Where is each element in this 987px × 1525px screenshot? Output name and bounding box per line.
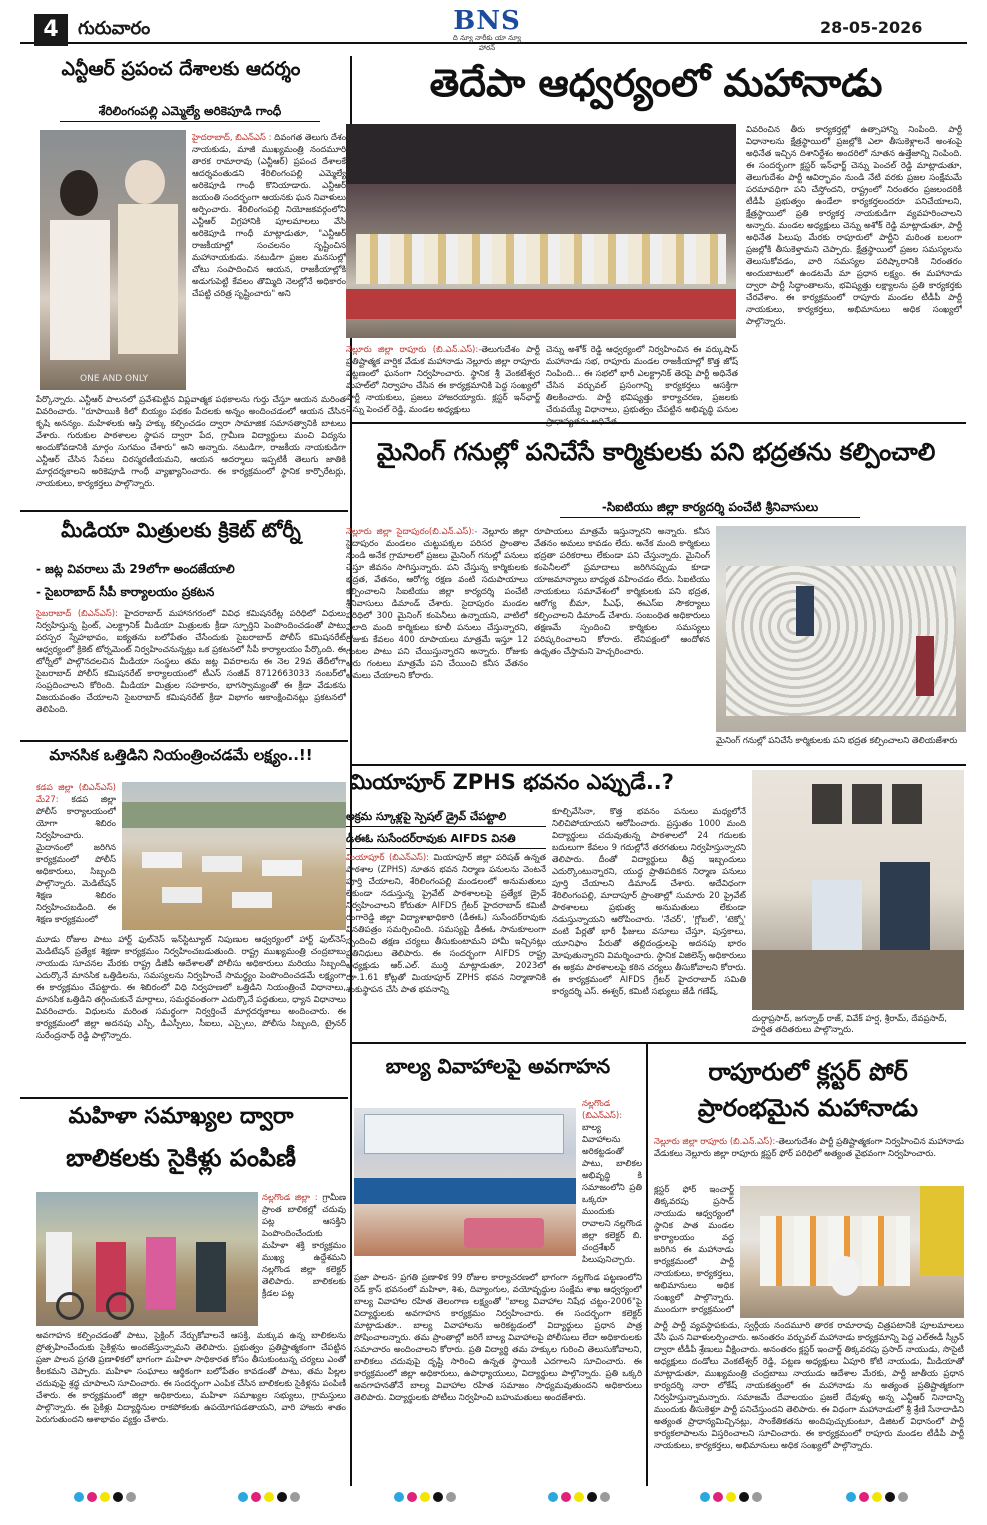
cricket-headline: మీడియా మిత్రులకు క్రికెట్ టోర్నీ (61, 518, 301, 542)
cluster-body: పార్టీ పార్టీ వ్యవస్థాపకుడు, స్వర్గీయ నందమూరి తారక రామారావు చిత్రపటానికి పూలమాలలు వేసి ఘన నివాళులర్పించారు. అనంతరం వర్చువల్ మహానాడు కార్యక్రమాన్ని పెద్ద ఎల్ఈడీ స్క్రీన్ ద్వారా టీడీపీ శ్రేణులు వీక్షించారు. అనంతరం క్లస్టర్ ఇంచార్జ్ తిక్కవరపు ప్రసాద్ నాయుడు, సొసైటీ అధ్యక్షులు దండోలు వెంకటేశ్వర్ రెడ్డి, పట్టణ అధ్యక్షులు ఏపూరి కోటి నాయుడు, మీడియాతో మాట్లాడుతూ, ముఖ్యమంత్రి చంద్రబాబు నాయుడు ఆదేశాల మేరకు, పార్టీ జాతీయ ప్రధాన కార్యదర్శి నారా లోకేష్ నాయకత్వంలో ఈ మహానాడు ను అత్యంత ప్రతిష్టాత్మకంగా నిర్వహిస్తున్నామన్నారు. సమాజమే దేవాలయం ప్రజలే దేవుళ్ళు అన్న ఎన్టీఆర్ నినాదాన్ని ముందుకు తీసుకెళ్తూ పార్టీ పనిచేస్తుందని తెలిపారు. ఈ విధంగా మహానాడులో శ్రీ శ్రేణి సేనాదాడిని అత్యంత ప్రాధాన్యమిచ్చినట్లు, సాంకేతికతను అందిపుచ్చుకుంటూ, డిజిటల్ విధానంలో పార్టీ కార్యకలాపాలను విస్తరించాలని సూచించారు. ఈ కార్యక్రమంలో రాపూరు మండల టీడీపీ పార్టీ నాయకులు, కార్యకర్తలు, అభిమానులు అధిక సంఖ్యలో పాల్గొన్నారు. (654, 1321, 964, 1451)
zphs-col2: కూల్చివేసినా, కొత్త భవనం పనులు మధ్యలోనే నిలిచిపోయాయని ఆరోపించారు. ప్రస్తుతం 1000 మంది విద్యార్థులు చదువుతున్న పాఠశాలలో 24 గదులకు బదులుగా కేవలం 9 గదుల్లోనే తరగతులు నిర్వహిస్తున్నారని తెలిపారు. దీంతో విద్యార్థులు తీవ్ర ఇబ్బందులు ఎదుర్కొంటున్నారని, యుద్ధ ప్రాతిపదికన నిర్మాణ పనులు పూర్తి చేయాలని డిమాండ్ చేశారు. అదేవిధంగా శేరిలింగంపల్లి, మాదాపూర్ ప్రాంతాల్లో సుమారు 20 ప్రైవేట్ పాఠశాలలు ప్రభుత్వ అనుమతులు లేకుండా నడుస్తున్నాయని ఆరోపించారు. 'నేచర్', 'గ్లోబల్', 'టెక్నో' వంటి పేర్లతో భారీ ఫీజులు వసూలు చేస్తూ, పుస్తకాలు, యూనిఫాం పేరుతో తల్లిదండ్రులపై అదనపు భారం మోపుతున్నారని విమర్శించారు. స్థానిక విజిలెన్స్ అధికారులు ఈ అక్రమ పాఠశాలలపై కఠిన చర్యలు తీసుకోవాలని కోరారు. ఈ కార్యక్రమంలో AIFDS గ్రేటర్ హైదరాబాద్ సమితి కార్యదర్శి ఎస్. ఈశ్వర్, కమిటీ సభ్యులు జేడీ గణేష్, (552, 807, 746, 997)
divider (20, 510, 348, 512)
registration-marks (74, 1492, 139, 1502)
ntr-photo (40, 130, 186, 390)
cluster-dateline: నెల్లూరు జిల్లా రాపూరు (బి.ఎన్.ఎస్):- (654, 1137, 779, 1147)
cycles-dateline: నల్లగొండ జిల్లా : (262, 1193, 318, 1203)
ntr-side-body: దివంగత తెలుగు దేశం నాయకుడు, మాజీ ముఖ్యమంత్రి నందమూరి తారక రామారావు (ఎన్టీఆర్) ప్రపంచ దేశాలకే ఆదర్శవంతుడని శేరిలింగంపల్లి ఎమ్మెల్యే అరికెపూడి గాంధీ కొనియాడారు. ఎన్టీఆర్ జయంతి సందర్భంగా ఆయనకు ఘన నివాళులు అర్పించారు. శేరిలింగంపల్లి నియోజకవర్గంలోని ఎన్టీఆర్ విగ్రహానికి పూలమాలలు వేసి అరికెపూడి గాంధీ మాట్లాడుతూ, "ఎన్టీఆర్ రాజకీయాల్లో సంచలనం సృష్టించిన మహానాయకుడు. నటుడిగా ప్రజల మనసుల్లో చోటు సంపాదించిన ఆయన, రాజకీయాల్లోకి అడుగుపెట్టి కేవలం తొమ్మిది నెలల్లోనే అధికారం చేపట్టి చరిత్ర సృష్టించారు" అని (192, 133, 346, 299)
cycles-photo (36, 1192, 258, 1326)
ntr-headline: ఎన్టీఆర్ ప్రపంచ దేశాలకు ఆదర్శం (61, 58, 301, 80)
childmarriage-dateline: నల్లగొండ (బిఎన్ఎస్): (582, 1099, 623, 1121)
divider (20, 740, 348, 742)
divider (352, 1042, 966, 1044)
mining-headline: మైనింగ్ గనుల్లో పనిచేసే కార్మికులకు పని భద్రతను కల్పించాలి (376, 438, 936, 466)
logo-text: BNS (453, 6, 521, 36)
issue-date: 28-05-2026 (820, 18, 923, 37)
mahanadu-dateline: నెల్లూరు జిల్లా రాపూరు (బి.ఎన్.ఎస్):- (346, 345, 482, 355)
registration-marks (238, 1492, 303, 1502)
childmarriage-photo (354, 1108, 576, 1256)
zphs-sub1: అక్రమ స్కూళ్లపై స్పెషల్ డ్రైవ్ చేపట్టాలి (346, 810, 546, 827)
zphs-photo (752, 770, 964, 1010)
childmarriage-side (582, 1098, 642, 1268)
childmarriage-headline: బాల్య వివాహాలపై అవగాహన (385, 1054, 611, 1078)
cluster-intro (654, 1136, 964, 1184)
ntr-dateline: హైదరాబాద్, బిఎన్ఎస్ : (192, 133, 272, 143)
cycles-headline-1: మహిళా సమాఖ్యల ద్వారా (68, 1104, 294, 1129)
registration-marks (846, 1492, 911, 1502)
bns-logo (445, 6, 529, 52)
yoga-side-text (36, 782, 116, 930)
mahanadu-col1-body: తెలుగుదేశం పార్టీ ప్రతిష్టాత్మక వార్షిక వేడుక మహానాడు నెల్లూరు జిల్లా రాపూరు పట్టణంలో ఘనంగా నిర్వహించారు. స్థానిక శ్రీ వెంకటేశ్వర మహల్‌లో నిర్వాహం చేసిన ఈ కార్యక్రమానికి పెద్ద సంఖ్యలో పార్టీ నాయకులు, ప్రజలు హాజరయ్యారు. క్లస్టర్ ఇన్‌ఛార్జ్ చెన్ను పెంచల్ రెడ్డి, మండల అధ్యక్షులు (346, 345, 540, 415)
cricket-body (36, 608, 346, 734)
cycles-headline-2: బాలికలకు సైకిళ్లు పంపిణీ (66, 1144, 296, 1172)
yoga-side-body: కడప జిల్లా పోలీస్ కార్యాలయంలో యోగా శిబిరం నిర్వహించారు. మైదానంలో జరిగిన కార్యక్రమంలో పోలీస్ అధికారులు, సిబ్బంది పాల్గొన్నారు. మెడిటేషన్ శిక్షణ శిబిరం నిర్వహించబడింది. ఈ శిక్షణ కార్యక్రమంలో (36, 795, 116, 925)
divider (352, 422, 966, 424)
ntr-subheadline: శేరిలింగంపల్లి ఎమ్మెల్యే అరికెపూడి గాంధీ (60, 104, 320, 122)
cycles-side-body: గ్రామీణ ప్రాంత బాలికల్లో చదువు పట్ల ఆసక్తిని పెంపొందించేందుకు మహిళా శక్తి కార్యక్రమం ముఖ్య ఉద్దేశమని నల్లగొండ జిల్లా కలెక్టర్ తెలిపారు. బాలికలకు క్రీడల పట్ల (262, 1193, 346, 1299)
mining-col1-body: నెల్లూరు జిల్లా సైదాపురం మండలం చుట్టుపక్కల పరిసర ప్రాంతాల నుండి అనేక గ్రామాలలో ప్రజలు మైనింగ్ గనుల్లో పనులు చేస్తూ జీవనం సాగిస్తున్నారు. పని చేస్తున్న కార్మికులకు భద్రత, వేతనం, ఆరోగ్య రక్షణ వంటి సదుపాయాలు కల్పించాలని సిఐటియు జిల్లా కార్యదర్శి పంచేటి శ్రీనివాసులు డిమాండ్ చేశారు. సైదాపురం మండల పరిధిలో 300 మైనింగ్ కంపెనీలు ఉన్నాయని, వాటిలో వేలాది మంది కార్మికులు కూలీ పనులు చేస్తున్నారని, రోజుకు కేవలం 400 రూపాయలు మాత్రమే ఇస్తూ 12 గంటల పాటు పని చేయిస్తున్నారని అన్నారు. రోజుకు ఆరు గంటలు మాత్రమే పని చేయించి కనీస వేతనం అమలు చేయాలని కోరారు. (346, 527, 528, 681)
yoga-date: మే27: (36, 795, 59, 805)
mining-photo (716, 526, 966, 732)
childmarriage-side-body: బాల్య వివాహాలను అరికట్టడంతో పాటు, బాలికల అభివృద్ధి కి సమాజంలోని ప్రతి ఒక్కరూ ముందుకు రావాలని నల్లగొండ జిల్లా కలెక్టర్ బి. చంద్రశేఖర్ పిలుపునిచ్చారు. (582, 1123, 642, 1265)
yoga-body: మూడు రోజుల పాటు హార్ట్ ఫుల్‌నెస్ ఇన్‌స్టిట్యూట్ నిపుణుల ఆధ్వర్యంలో హార్ట్ ఫుల్‌నెస్ మెడిటేషన్ ప్రత్యేక శిక్షణా కార్యక్రమం నిర్వహించబడుతుంది. రాష్ట్ర ముఖ్యమంత్రి చంద్రబాబు నాయుడు సూచనల మేరకు రాష్ట్ర డీజీపీ ఆదేశాలతో పోలీసు అధికారులు మరియు సిబ్బంది ఎదుర్కొనే మానసిక ఒత్తిడిలను, సమస్యలను నిర్వహించే సామర్థ్యం పెంపొందించడమే లక్ష్యంగా ఈ కార్యక్రమం చేపట్టారు. ఈ శిబిరంలో విధి నిర్వహణలో ఒత్తిడిని నియంత్రించే విధానాలు, మానసిక ఒత్తిడిని తగ్గించుకునే మార్గాలు, సమర్థవంతంగా ఎదుర్కొనే పద్ధతులు, ధ్యాన విధానాలు వివరించారు. విధులను మరింత సమర్థంగా నిర్వర్తించే మార్గదర్శకాలు అందించారు. ఈ కార్యక్రమంలో జిల్లా అదనపు ఎస్పీ, డీఎస్పీలు, సీఐలు, ఎస్సైలు, పోలీసు సిబ్బంది, ట్రైనర్ సురేంద్రనాథ్ రెడ్డి పాల్గొన్నారు. (36, 935, 346, 1041)
page-number: 4 (34, 14, 68, 46)
cluster-photo (740, 1186, 964, 1318)
mahanadu-col3: వివరించిన తీరు కార్యకర్తల్లో ఉత్సాహాన్ని నింపింది. పార్టీ విధానాలను క్షేత్రస్థాయిలో ప్రజల్లోకి ఎలా తీసుకెళ్లాలనే అంశంపై అధినేత ఇచ్చిన దిశానిర్దేశం అందరిలో నూతన ఉత్తేజాన్ని నింపింది. ఈ సందర్భంగా క్లస్టర్ ఇన్‌ఛార్జ్ చెన్ను పెంచల్ రెడ్డి మాట్లాడుతూ, తెలుగుదేశం పార్టీ ఆవిర్భావం నుండి నేటి వరకు ప్రజల సంక్షేమమే పరమావధిగా పని చేస్తోందని, రాష్ట్రంలో నిరంతరం ప్రజలందరికీ టీడీపీ ప్రభుత్వం ఉండేలా కార్యకర్తలందరూ పనిచేయాలని, క్షేత్రస్థాయిలో ప్రతి కార్యకర్త నాయకుడిగా వ్యవహరించాలని అన్నారు. మండల అధ్యక్షులు చెన్ను అశోక్ రెడ్డి మాట్లాడుతూ, పార్టీ అధినేత పిలుపు మేరకు రాపూరులో పార్టీని మరింత బలంగా ప్రజల్లోకి తీసుకెళ్తామని చెప్పారు. క్షేత్రస్థాయిలో ప్రజల సమస్యలను తెలుసుకోవడం, వారి సమస్యల పరిష్కారానికి నిరంతరం అందుబాటులో ఉండటమే మా ప్రధాన లక్ష్యం. ఈ మహానాడు ద్వారా పార్టీ సిద్ధాంతాలను, భవిష్యత్తు లక్ష్యాలను ప్రతి కార్యకర్తకు చేరవేశాం. ఈ కార్యక్రమంలో రాపూరు మండల టీడీపీ పార్టీ నాయకులు, కార్యకర్తలు, అభిమానులు అధిక సంఖ్యలో పాల్గొన్నారు. (746, 125, 962, 327)
mahanadu-col1 (346, 344, 540, 512)
cycles-side-text (262, 1192, 346, 1326)
cluster-side: క్లస్టర్ ఫోర్ ఇంచార్జ్ తిక్కవరపు ప్రసాద్ నాయుడు ఆధ్వర్యంలో స్థానిక పాత మండల కార్యాలయం వద్ద జరిగిన ఈ మహానాడు కార్యక్రమంలో పార్టీ నాయకులు, కార్యకర్తలు, అభిమానులు అధిక సంఖ్యలో పాల్గొన్నారు. ముందుగా కార్యక్రమంలో (654, 1185, 734, 1315)
childmarriage-body: ప్రజా పాలన- ప్రగతి ప్రణాళిక 99 రోజుల కార్యాచరణలో భాగంగా నల్లగొండ పట్టణంలోని రెడ్ క్రాస్ భవనంలో మహిళా, శిశు, దివ్యాంగుల, వయోవృద్ధుల సంక్షేమ శాఖ ఆధ్వర్యంలో బాల్య వివాహాల రహిత తెలంగాణ లక్ష్యంతో "బాల్య వివాహాల నిషేధ చట్టం-2006"పై విద్యార్థులకు అవగాహన కార్యక్రమం నిర్వహించారు. ఈ సందర్భంగా కలెక్టర్ మాట్లాడుతూ.. బాల్య వివాహాలను అరికట్టడంలో విద్యార్థులు ప్రధాన పాత్ర పోషించాలన్నారు. తమ ప్రాంతాల్లో జరిగే బాల్య వివాహాలపై పోలీసులు లేదా అధికారులకు సమాచారం అందించాలని కోరారు. ప్రతి విద్యార్థి తమ హక్కుల గురించి తెలుసుకోవాలని, బాలికలు చదువుపై దృష్టి సారించి ఉన్నత స్థాయికి ఎదగాలని సూచించారు. ఈ కార్యక్రమంలో జిల్లా అధికారులు, ఉపాధ్యాయులు, విద్యార్థులు పాల్గొన్నారు. ప్రతి ఒక్కరి అవగాహనతోనే బాల్య వివాహాల రహిత సమాజం సాధ్యమవుతుందని అధికారులు తెలిపారు. విద్యార్థులకు పోటీలు నిర్వహించి బహుమతులు అందజేశారు. (354, 1273, 642, 1403)
zphs-headline: మియాపూర్ ZPHS భవనం ఎప్పుడే..? (350, 770, 674, 794)
cycles-body: అవగాహన కల్పించడంతో పాటు, సైక్లింగ్ నేర్చుకోవాలనే ఆసక్తి, మక్కువ ఉన్న బాలికలను ప్రోత్సహించేందుకు సైకిళ్లను అందజేస్తున్నామని తెలిపారు. ప్రభుత్వం ప్రతిష్టాత్మకంగా చేపట్టిన ప్రజా పాలన ప్రగతి ప్రణాళికలో భాగంగా మహిళా సాధికారత కోసం తీసుకుంటున్న చర్యలు ఎంతో కీలకమని చెప్పారు. మహిళా సంఘాలు ఆర్థికంగా బలోపేతం కావడంతో పాటు, తమ పిల్లల చదువుపై శ్రద్ధ చూపాలని సూచించారు. ఈ సందర్భంగా ఎంపిక చేసిన బాలికలకు సైకిళ్లను పంపిణీ చేశారు. ఈ కార్యక్రమంలో జిల్లా అధికారులు, మహిళా సమాఖ్యల సభ్యులు, గ్రామస్తులు పాల్గొన్నారు. ఈ సైకిళ్లు విద్యార్థినుల రాకపోకలకు ఉపయోగపడతాయని, వారి హాజరు శాతం పెరుగుతుందని ఆశాభావం వ్యక్తం చేశారు. (36, 1331, 346, 1425)
mining-dateline: నెల్లూరు జిల్లా సైదాపురం(బి.ఎన్.ఎస్):- (346, 527, 478, 537)
divider (20, 1097, 348, 1099)
mahanadu-photo (346, 124, 736, 338)
yoga-headline: మానసిక ఒత్తిడిని నియంత్రించడమే లక్ష్యం..!! (49, 746, 313, 764)
zphs-col1-body: మియాపూర్ జిల్లా పరిషత్ ఉన్నత పాఠశాల (ZPHS) నూతన భవన నిర్మాణ పనులను వెంటనే పూర్తి చేయాలని, శేరిలింగంపల్లి మండలంలో అనుమతులు లేకుండా నడుస్తున్న ప్రైవేట్ పాఠశాలలపై ప్రత్యేక డ్రైవ్ నిర్వహించాలని కోరుతూ AIFDS గ్రేటర్ హైదరాబాద్ కమిటీ రంగారెడ్డి జిల్లా విద్యాశాఖాధికారి (డీఈఓ) సుసేందర్‌రావుకు వినతిపత్రం సమర్పించింది. సమస్యపై డీఈఓ సానుకూలంగా స్పందించి తక్షణ చర్యలు తీసుకుంటామని హామీ ఇచ్చినట్లు ప్రతినిధులు తెలిపారు. ఈ సందర్భంగా AIFDS రాష్ట్ర అధ్యక్షుడు ఆర్.ఎల్. ముర్తి మాట్లాడుతూ, 2023లో రూ.1.61 కోట్లతో మియాపూర్ ZPHS భవన నిర్మాణానికి శంకుస్థాపన చేసి పాత భవనాన్ని (346, 853, 546, 995)
cricket-dateline: సైబరాబాద్ (బిఎన్ఎస్): (36, 609, 118, 619)
ntr-side-text (192, 132, 346, 394)
cluster-intro-body: తెలుగుదేశం పార్టీ ప్రతిష్టాత్మకంగా నిర్వహించిన మహానాడు వేడుకలు నెల్లూరు జిల్లా రాపూరు క్లస్టర్ ఫోర్ పరిధిలో అత్యంత వైభవంగా నిర్వహించారు. (654, 1137, 964, 1159)
mining-subheadline: -సిఐటియు జిల్లా కార్యదర్శి పంచేటి శ్రీనివాసులు (560, 500, 860, 518)
cluster-headline: రాపూరులో క్లస్టర్ పోర్ ప్రారంభమైన మహానాడు (697, 1058, 919, 1122)
zphs-caption: దుర్గాప్రసాద్, జగన్నాథ్ రాజ్, వివేక్ హర్ష, శ్రీరామ్, దేవప్రసాద్, హర్షిత తదితరులు పాల్గొన్నారు. (752, 1014, 947, 1035)
mining-col1 (346, 526, 528, 762)
registration-marks (700, 1492, 765, 1502)
registration-marks (394, 1492, 459, 1502)
yoga-photo (122, 782, 346, 930)
zphs-sub2-text: డీఈఓ సుసేందర్‌రావుకు (346, 832, 447, 845)
mining-col2: రూపాయలు మాత్రమే ఇస్తున్నారని అన్నారు. కనీస వేతనం అమలు కావడం లేదు. అనేక మంది కార్మికులు భద్రతా పరికరాలు లేకుండా పని చేస్తున్నారు. మైనింగ్ కంపెనీలలో ప్రమాదాలు జరిగినప్పుడు కూడా యాజమాన్యాలు బాధ్యత వహించడం లేదు. సిఐటియు నాయకులు సమావేశంలో కార్మికులకు పని భద్రత, ఆరోగ్య బీమా, పీఎఫ్, ఈఎస్ఐ సౌకర్యాలు కల్పించాలని డిమాండ్ చేశారు. సంబంధిత అధికారులు తక్షణమే స్పందించి కార్మికుల సమస్యలు పరిష్కరించాలని కోరారు. లేనిపక్షంలో ఆందోళన ఉధృతం చేస్తామని హెచ్చరించారు. (534, 527, 710, 657)
logo-subtext: ది న్యూ నారీకు యా న్యూ హారన్ (452, 34, 522, 52)
divider (352, 764, 966, 766)
ntr-body: పేర్కొన్నారు. ఎన్టీఆర్ పాలనలో ప్రవేశపెట్టిన విప్లవాత్మక పథకాలను గుర్తు చేస్తూ ఆయన మరింత వివరించారు. "రూపాయికి కిలో బియ్యం పథకం పేదలకు అన్నం అందించడంలో ఆయన చేసిన కృషి అనన్యం. మహిళలకు ఆస్తి హక్కు కల్పించడం ద్వారా సామాజిక సమానత్వానికి బాటలు వేశారు. గురుకుల పాఠశాలల స్థాపన ద్వారా పేద, గ్రామీణ విద్యార్థులు మంచి విద్యను అందుకోవడానికి మార్గం సుగమం చేశారు" అని అన్నారు. నటుడిగా, రాజకీయ నాయకుడిగా ఎన్టీఆర్ చేసిన సేవలు చిరస్మరణీయమని, ఆయన ఆదర్శాలు ఇప్పటికీ తెలుగు జాతికి మార్గదర్శకాలని అరికెపూడి గాంధీ వ్యాఖ్యానించారు. ఈ కార్యక్రమంలో స్థానిక కార్పొరేటర్లు, నాయకులు, కార్యకర్తలు పాల్గొన్నారు. (36, 395, 346, 489)
cricket-sub1: - జట్ల వివరాలు మే 29లోగా అందజేయాలి (36, 562, 235, 576)
column-divider (646, 1044, 648, 1486)
zphs-sub2-aifds: AIFDS వినతి (450, 832, 516, 845)
mining-caption: మైనింగ్ గనుల్లో పనిచేసే కార్మికులకు పని భద్రత కల్పించాలని తెలియజేశారు (716, 736, 958, 746)
zphs-sub2 (346, 832, 546, 849)
photo-watermark: ONE AND ONLY (80, 374, 149, 384)
yoga-dateline: కడప జిల్లా (బిఎన్ఎస్) (36, 783, 116, 793)
mahanadu-col2: చెన్ను అశోక్ రెడ్డి ఆధ్వర్యంలో నిర్వహించిన ఈ వర్కుషాప్ మహానాడు సభ, రాపూరు మండల రాజకీయాల్లో కొత్త జోష్ నింపింది... ఈ సభలో భారీ ఎలక్ట్రానిక్ తెరపై పార్టీ అధినేత చేసిన వర్చువల్ ప్రసంగాన్ని కార్యకర్తలు ఆసక్తిగా తిలకించారు. పార్టీ భవిష్యత్తు కార్యాచరణ, ప్రజలకు చేరువయ్యే విధానాలు, ప్రభుత్వం చేపట్టిన అభివృద్ధి పనుల (546, 345, 738, 415)
registration-marks (548, 1492, 613, 1502)
zphs-dateline: మియాపూర్ (బిఎన్ఎస్): (346, 853, 430, 863)
mahanadu-headline: తెదేపా ఆధ్వర్యంలో మహానాడు (429, 61, 883, 105)
cricket-body-text: హైదరాబాద్ మహానగరంలో వివిధ కమిషనరేట్ల పరిధిలో విధులు నిర్వహిస్తున్న ప్రింట్, ఎలక్ట్రానిక్ మీడియా మిత్రులకు క్రీడా స్ఫూర్తిని పెంపొందించడంతో పాటు పరస్పర స్నేహభావం, ఐక్యతను బలోపేతం చేసేందుకు సైబరాబాద్ పోలీస్ కమిషనరేట్ ఆధ్వర్యంలో క్రికెట్ టోర్నమెంట్ నిర్వహించనున్నట్లు ఒక ప్రకటనలో సీపీ కార్యాలయం పేర్కొంది. ఈ టోర్నీలో పాల్గొనదలచిన మీడియా సంస్థలు తమ జట్ల వివరాలను ఈ నెల 29వ తేదీలోగా సైబరాబాద్ పోలీస్ కమిషనరేట్ కార్యాలయంలో టీఎస్ సంజీవ్ 8712663033 నంబర్‌లో సంప్రదించాలని కోరింది. మీడియా మిత్రుల సహకారం, భాగస్వామ్యంతో ఈ క్రీడా వేడుకను విజయవంతం చేయాలని సైబరాబాద్ కమిషనరేట్ క్రీడా విభాగం ఆకాంక్షించినట్లు ప్రకటనలో తెలిపింది. (36, 609, 346, 715)
cricket-sub2: - సైబరాబాద్ సీపీ కార్యాలయం ప్రకటన (36, 585, 215, 599)
day-label: గురువారం (78, 18, 151, 39)
zphs-col1 (346, 852, 546, 1042)
